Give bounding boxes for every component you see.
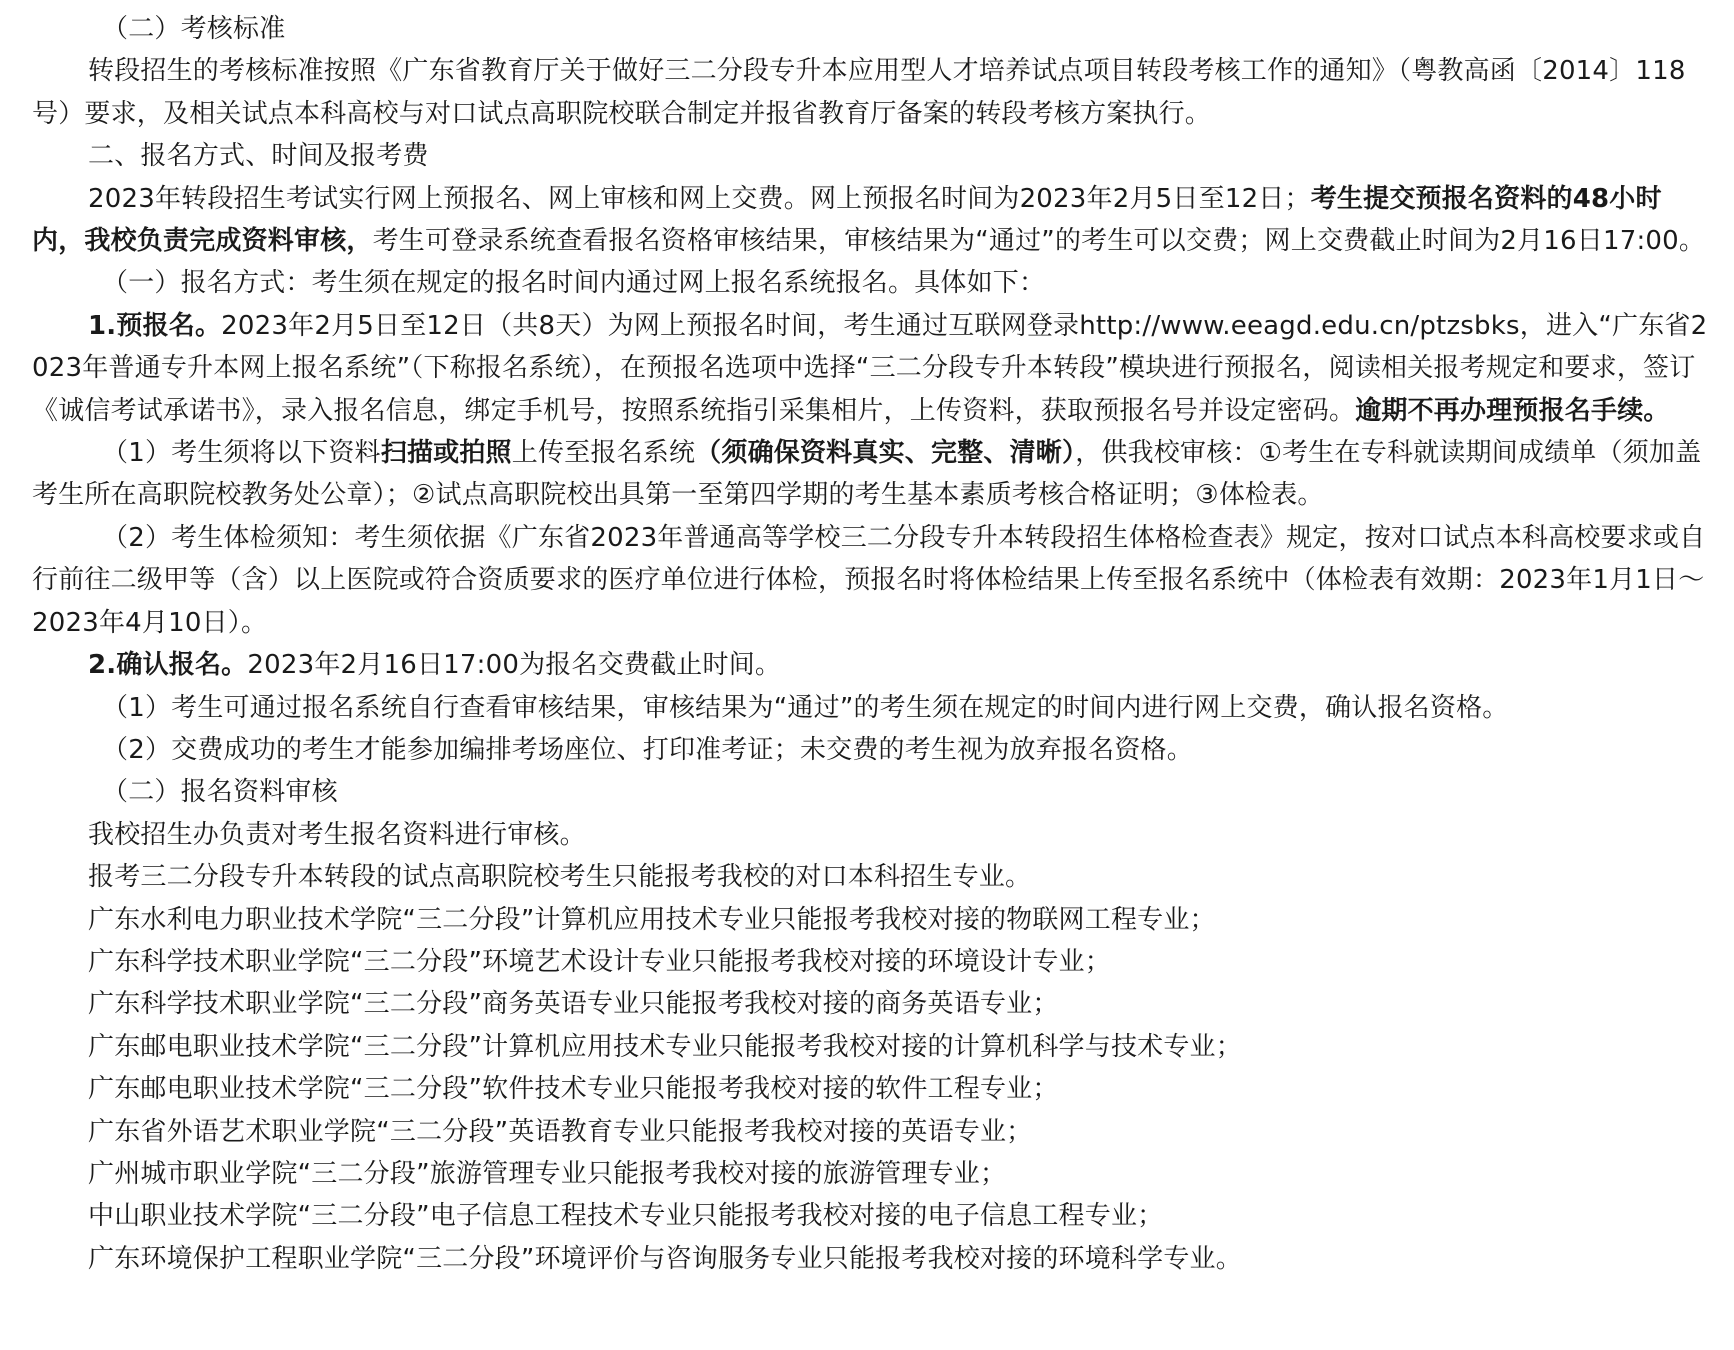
- text-span: 2023年2月5日至12日（共8天）为网上预报名时间，考生通过互联网登录http://www.eeagd.edu.cn/ptzsbks，进入“广东省2023年普通专升本网上报名系统”（下称报名系统），在预报名选项中选择“三二分段专升本转段”模块进行预报名，阅读相关报考规定和要求，签订《诚信考试承诺书》，录入报名信息，绑定手机号，按照系统指引采集相片，上传资料，获取预报名号并设定密码。: [32, 310, 1708, 426]
- list-item-major: 广东科学技术职业学院“三二分段”环境艺术设计专业只能报考我校对接的环境设计专业；: [88, 946, 1111, 977]
- paragraph-assessment-standard: 转段招生的考核标准按照《广东省教育厅关于做好三二分段专升本应用型人才培养试点项目转段考核工作的通知》（粤教高函〔2014〕118号）要求，及相关试点本科高校与对口试点高职院校联合制定并报省教育厅备案的转段考核方案执行。: [32, 56, 1686, 129]
- list-item-major: 中山职业技术学院“三二分段”电子信息工程技术专业只能报考我校对接的电子信息工程专业；: [88, 1201, 1164, 1232]
- list-item-major: 广东省外语艺术职业学院“三二分段”英语教育专业只能报考我校对接的英语专业；: [88, 1116, 1033, 1147]
- bold-text-span: （须确保资料真实、完整、清晰）: [695, 438, 1076, 469]
- bold-text-span: 扫描或拍照: [380, 438, 512, 469]
- text-span: 2023年2月16日17:00为报名交费截止时间。: [247, 650, 782, 681]
- list-item-major: 广州城市职业学院“三二分段”旅游管理专业只能报考我校对接的旅游管理专业；: [88, 1158, 1007, 1189]
- list-item-major: 广东水利电力职业技术学院“三二分段”计算机应用技术专业只能报考我校对接的物联网工程专业；: [88, 904, 1216, 935]
- bold-text-span: 2.确认报名。: [88, 650, 248, 681]
- subheading-material-review: （二）报名资料审核: [102, 777, 338, 808]
- list-item-major: 广东科学技术职业学院“三二分段”商务英语专业只能报考我校对接的商务英语专业；: [88, 989, 1059, 1020]
- text-span: 2023年转段招生考试实行网上预报名、网上审核和网上交费。网上预报名时间为2023年2月5日至12日；: [88, 183, 1311, 214]
- text-span: ，供我校审核：①考生在专科就读期间成绩单（须加盖考生所在高职院校教务处公章）；②试点高职院校出具第一至第四学期的考生基本素质考核合格证明；③体检表。: [32, 438, 1702, 511]
- section-heading-assessment-standard: （二）考核标准: [102, 14, 286, 44]
- text-span: （1）考生须将以下资料: [102, 438, 381, 469]
- paragraph-medical-exam: （2）考生体检须知：考生须依据《广东省2023年普通高等学校三二分段专升本转段招生体格检查表》规定，按对口试点本科高校要求或自行前往二级甲等（含）以上医院或符合资质要求的医疗单位进行体检，预报名时将体检结果上传至报名系统中（体检表有效期：2023年1月1日～2023年4月10日）。: [32, 522, 1706, 638]
- text-span: 上传至报名系统: [511, 438, 696, 469]
- document-body: [32, 8, 1712, 1280]
- bold-text-span: 考生提交预报名资料的48小时内，我校负责完成资料审核，: [32, 183, 1662, 257]
- list-item-major: 广东邮电职业技术学院“三二分段”计算机应用技术专业只能报考我校对接的计算机科学与技术专业；: [88, 1031, 1242, 1062]
- paragraph-confirm-registration: [32, 644, 1712, 686]
- subheading-registration-method: （一）报名方式：考生须在规定的报名时间内通过网上报名系统报名。具体如下：: [102, 268, 1046, 299]
- section-heading-registration: 二、报名方式、时间及报考费: [88, 141, 429, 172]
- paragraph-registration-overview: [32, 178, 1712, 263]
- paragraph-upload-materials: [32, 432, 1712, 517]
- paragraph-check-result: （1）考生可通过报名系统自行查看审核结果，审核结果为“通过”的考生须在规定的时间内进行网上交费，确认报名资格。: [102, 692, 1509, 723]
- list-item-major: 广东环境保护工程职业学院“三二分段”环境评价与咨询服务专业只能报考我校对接的环境科学专业。: [88, 1243, 1242, 1274]
- paragraph-payment-success: （2）交费成功的考生才能参加编排考场座位、打印准考证；未交费的考生视为放弃报名资格。: [102, 734, 1193, 765]
- bold-text-span: 1.预报名。: [88, 310, 222, 341]
- paragraph-matching-majors: 报考三二分段专升本转段的试点高职院校考生只能报考我校的对口本科招生专业。: [88, 862, 1032, 893]
- paragraph-pre-registration: [32, 305, 1712, 432]
- paragraph-review-office: 我校招生办负责对考生报名资料进行审核。: [88, 819, 586, 850]
- bold-text-span: 逾期不再办理预报名手续。: [1355, 395, 1670, 426]
- text-span: 考生可登录系统查看报名资格审核结果，审核结果为“通过”的考生可以交费；网上交费截止时间为2月16日17:00。: [372, 226, 1706, 257]
- list-item-major: 广东邮电职业技术学院“三二分段”软件技术专业只能报考我校对接的软件工程专业；: [88, 1074, 1059, 1105]
